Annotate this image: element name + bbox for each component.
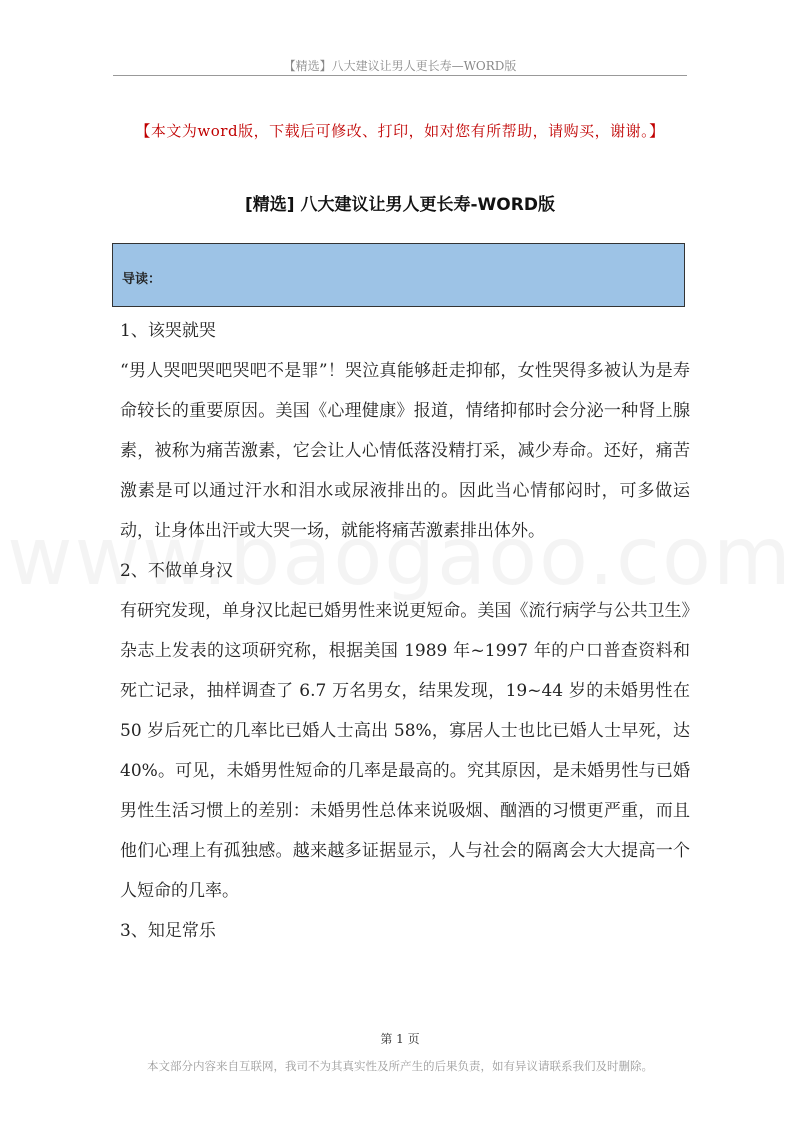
document-title: [精选] 八大建议让男人更长寿-WORD版 bbox=[245, 195, 555, 215]
section-heading-3: 3、知足常乐 bbox=[120, 921, 216, 941]
header-divider bbox=[113, 75, 687, 76]
page-header-title: 【精选】八大建议让男人更长寿—WORD版 bbox=[283, 59, 517, 73]
page-number: 第 1 页 bbox=[380, 1032, 420, 1046]
guide-box bbox=[112, 243, 685, 307]
article-body bbox=[120, 311, 690, 951]
section-paragraph-2: 有研究发现，单身汉比起已婚男性来说更短命。美国《流行病学与公共卫生》杂志上发表的这项研究称，根据美国 1989 年~1997 年的户口普查资料和死亡记录，抽样调查了 6.7 万名男女，结果发现，19~44 岁的未婚男性在 50 岁后死亡的几率比已婚人士高出 58%，寡居人士也比已婚人士早死，达 40%。可见，未婚男性短命的几率是最高的。究其原因，是未婚男性与已婚男性生活习惯上的差别：未婚男性总体来说吸烟、酗酒的习惯更严重，而且他们心理上有孤独感。越来越多证据显示，人与社会的隔离会大大提高一个人短命的几率。 bbox=[120, 601, 690, 901]
section-paragraph-1: “男人哭吧哭吧哭吧不是罪”！哭泣真能够赶走抑郁，女性哭得多被认为是寿命较长的重要原因。美国《心理健康》报道，情绪抑郁时会分泌一种肾上腺素，被称为痛苦激素，它会让人心情低落没精打采，减少寿命。还好，痛苦激素是可以通过汗水和泪水或尿液排出的。因此当心情郁闷时，可多做运动，让身体出汗或大哭一场，就能将痛苦激素排出体外。 bbox=[120, 361, 690, 541]
word-version-notice: 【本文为word版，下载后可修改、打印，如对您有所帮助，请购买，谢谢。】 bbox=[135, 122, 665, 140]
section-heading-1: 1、该哭就哭 bbox=[120, 321, 216, 341]
section-heading-2: 2、不做单身汉 bbox=[120, 561, 233, 581]
footer-disclaimer: 本文部分内容来自互联网，我司不为其真实性及所产生的后果负责，如有异议请联系我们及时删除。 bbox=[147, 1059, 653, 1073]
guide-label: 导读： bbox=[122, 272, 162, 287]
